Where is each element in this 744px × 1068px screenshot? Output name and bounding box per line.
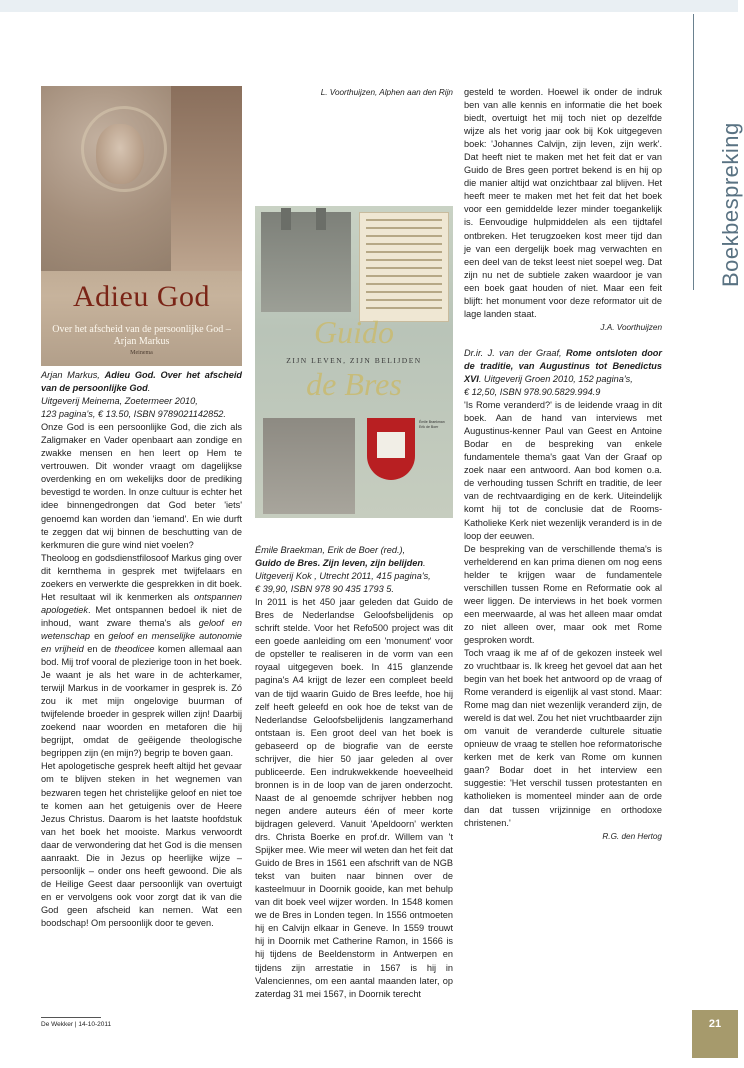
cover-publisher: Meinema: [130, 350, 153, 356]
cathedral-image: [261, 212, 351, 312]
isbn-line: 123 pagina's, € 13.50, ISBN 9789021142852.: [41, 409, 226, 420]
section-rule: [693, 14, 694, 290]
footer-rule: [41, 1017, 101, 1018]
punct: .: [147, 383, 151, 394]
review-adieu-god-continued: [255, 86, 453, 99]
paragraph: Toch vraag ik me af of de gekozen insteek wel zo vruchtbaar is. Ik kreeg het gevoel dat aan het begin van het boek het antwoord op de vraag of Rome veranderd is eigenlijk al vast stond. Maar: Rome mag dan niet wezenlijk veranderd zijn, de wereld is dat wel. Zou het niet vruchtbaarder zijn om vanuit de veranderde culturele situatie opnieuw de vraag te stellen hoe reformatorische kerken met de kerk van Rome om kunnen gaan? Bodar doet in het interview een suggestie: 'Het verschil tussen protestanten en katholieken is momenteel minder aan de orde dan dat tussen vrijzinnige en orthodoxe christenen.': [464, 647, 662, 828]
cover-title-1: Guido: [314, 314, 394, 350]
review-signature: J.A. Voorthuijzen: [600, 322, 662, 332]
cover-subtitle: Over het afscheid van de persoonlijke God – Arjan Markus: [52, 324, 231, 347]
isbn-line: € 12,50, ISBN 978.90.5829.994.9: [464, 387, 601, 398]
book-title: Adieu God. Over het afscheid van de persoonlijke God: [41, 370, 243, 394]
top-band: [0, 0, 738, 12]
punct: .: [422, 558, 426, 569]
review-guido-de-bres: [255, 544, 453, 1001]
coat-of-arms: [367, 418, 415, 480]
book-author: Dr.ir. J. van der Graaf,: [464, 347, 566, 358]
book-author: Arjan Markus,: [41, 370, 105, 380]
fresco-face: [96, 124, 144, 184]
publisher-line: Uitgeverij Groen 2010, 152 pagina's,: [481, 373, 633, 384]
cover-authors: Émile Braekman Erik de Boer: [419, 420, 445, 429]
review-adieu-god: [41, 369, 242, 930]
adieu-god-cover: [41, 86, 242, 366]
emph: theodicee: [114, 643, 155, 654]
isbn-line: € 39,90, ISBN 978 90 435 1793 5.: [255, 584, 394, 595]
text: komen allemaal aan bod. Mij trof vooral de plezierige toon in het boek. Je waant je als het ware in de achterkamer, terwijl Markus in de voorkamer in gesprek is. Zó zou ik met mijn ongelovige buurman of twijfelende broeder in gesprek willen zijn! Daarbij zoekend naar woorden en metaforen die hij begrijpt, omdat de geëigende theologische begrippen zijn (en mijn?) begrip te boven gaan.: [41, 643, 242, 759]
emph: ontspannen apologetiek: [41, 591, 242, 615]
page-number-box: [692, 1010, 738, 1058]
emph: geloof en menselijke autonomie en vrijheid: [41, 630, 243, 654]
manuscript-image: [359, 212, 449, 322]
guido-de-bres-cover: [255, 206, 453, 518]
footer-text: De Wekker | 14-10-2011: [41, 1021, 112, 1028]
book-meta: [464, 347, 662, 399]
fresco-side: [171, 86, 242, 271]
publisher-line: Uitgeverij Kok , Utrecht 2011, 415 pagina's,: [255, 571, 431, 582]
punct: .: [478, 373, 482, 384]
page-number: 21: [708, 1018, 722, 1030]
paragraph-continued: gesteld te worden. Hoewel ik onder de indruk ben van alle kennis en informatie die het boek biedt, overtuigt het mij toch niet op dezelfde wijze als het vorig jaar ook bij Kok uitgegeven boek: 'Johannes Calvijn, zijn leven, zijn werk'. Dat heeft niet te maken met het feit dat er van Guido de Bres geen portret bekend is en hij op die manier altijd wat onzichtbaar zal blijven. Het heeft meer te maken met het feit dat het boek voor een gemiddelde lezer minder toegankelijk is. Eenvoudige hulpmiddelen als een tijdtafel ontbreken. Het terugzoeken kost meer tijd dan je van een dergelijk boek mag verwachten en een deel van de tekst leest niet soepel weg. Dat zijn nu net de subtiele zaken waardoor je van een boek gaat houden of niet. Maar een feit blijft: het monument voor deze reformator uit de lage landen staat.: [464, 87, 662, 319]
paragraph: De bespreking van de verschillende thema's is verhelderend en kan prima dienen om nog eens helder te krijgen waar de fundamentele verschillen tussen Rome en Reformatie ook al weer liggen. De interviews in het boek vormen een meerwaarde, al was het alleen maar omdat zo niet alleen over, maar ook met Rome gesproken wordt.: [464, 543, 662, 645]
paragraph: 'Is Rome veranderd?' is de leidende vraag in dit boek. Aan de hand van interviews met Augustinus-kenner Paul van Geest en Antoine Bodar en de bespreking van enkele fundamentele thema's gaat Van der Graaf op zoek naar een antwoord. Aan bod komen o.a. de verhouding tussen Schrift en traditie, de leer van de rechtvaardiging en de kerk. Uiteindelijk komt hij tot de conclusie dat de Rooms-Katholieke Kerk niet wezenlijk veranderd is in de loop der eeuwen.: [464, 400, 662, 541]
review-signature: R.G. den Hertog: [602, 831, 662, 841]
review-signature: L. Voorthuijzen, Alphen aan den Rijn: [320, 88, 453, 97]
book-meta: [255, 544, 453, 596]
paragraph: Het apologetische gesprek heeft altijd het gevaar om te blijven steken in het wegnemen van bezwaren tegen het christelijke geloof en niet toe te komen aan het getuigenis over de Heere Jezus Christus. Daarom is het laatste hoofdstuk van het boek het mooiste. Markus verwoordt daar de verwondering dat het God is die mensen aanraakt. Die in Jezus op heerlijke wijze – persoonlijk – onder ons heeft gewoond. Die als de Heilige Geest daar persoonlijk van overtuigt en er vervolgens ook voor zorgt dat ik van die God geen afscheid kan nemen. Wat een boodschap! Om persoonlijk door te geven.: [41, 761, 242, 928]
cover-subtitle: ZIJN LEVEN, ZIJN BELIJDEN: [286, 356, 422, 365]
paragraph: [41, 552, 242, 761]
text: Theoloog en godsdienstfilosoof Markus ging over dit kernthema in gesprek met twijfelaars en zoekers en verwerkte die gesprekken in dit boek. Het resultaat wil ik kenmerken als: [41, 552, 242, 602]
review-column-3: [464, 86, 662, 843]
book-title: Rome ontsloten door de traditie, van Augustinus tot Benedictus XVI: [464, 347, 662, 384]
book-author: Émile Braekman, Erik de Boer (red.),: [255, 545, 406, 555]
book-meta: [41, 369, 242, 421]
text: en: [90, 630, 109, 641]
spacer: [464, 334, 662, 347]
fortress-image: [263, 418, 355, 514]
cover-title-2: de Bres: [306, 366, 402, 402]
text: en de: [83, 643, 115, 654]
paragraph: Onze God is een persoonlijke God, die zich als Zaligmaker en Vader openbaart aan zondige en zwakke mensen en hen leert op Hem te vertrouwen. Dit wonder vraagt om dagelijkse overdenking en om wekelijks door de prediking bevestigd te worden. In onze cultuur is echter het idee binnengedrongen dat God beter 'iets' genoemd kan worden dan 'iemand'. En wie durft te zeggen dat wij binnen de beschutting van de kerkmuren die gure wind niet voelen?: [41, 422, 242, 550]
cover-title: Adieu God: [73, 280, 210, 313]
emph: geloof en wetenschap: [41, 617, 242, 641]
paragraph: In 2011 is het 450 jaar geleden dat Guido de Bres de Nederlandse Geloofsbelijdenis op schrift stelde. Voor het Refo500 project was dit een goede aanleiding om een 'monument' voor de opsteller te realiseren in de vorm van een royaal uitgegeven boek. In 415 glanzende pagina's A4 krijgt de lezer een compleet beeld van de tijd waarin Guido de Bres leefde, hoe hij zelf heeft geleefd en ook hoe de tekst van de Nederlandse Geloofsbelijdenis langzamerhand ontstaan is. Een groot deel van het boek is gebaseerd op de biografie van de eerste schrijver, die hier 50 jaar geleden al over publiceerde. Een indrukwekkende hoeveelheid bronnen is in de loop van de jaren onderzocht. Naast de al genoemde schrijver hebben nog negen andere auteurs één of meer korte bijdragen geleverd. Vanuit 'Apeldoorn' werkten drs. Christa Boerke en prof.dr. Willem van 't Spijker mee. Wie meer wil weten dan het feit dat Guido de Bres in 1561 een afschrift van de NGB tekst van buiten naar binnen over de kasteelmuur in Doornik gooide, kan met behulp van dit boek veel wijzer worden. In 1548 komen we de Bres in Londen tegen. In 1556 ontmoeten hij en Calvijn elkaar in Geneve. In 1559 trouwt hij in Doornik met Catherine Ramon, in 1566 is hij tijdens de Beeldenstorm in Antwerpen en tijdens zijn arrestatie in 1567 is hij in Valenciennes, om een aantal maanden later, op zaterdag 31 mei 1567, in Doornik terecht: [255, 597, 453, 999]
book-title: Guido de Bres. Zijn leven, zijn belijden: [255, 558, 423, 569]
section-label: Boekbespreking: [718, 122, 743, 287]
publisher-line: Uitgeverij Meinema, Zoetermeer 2010,: [41, 396, 198, 407]
text: . Met ontspannen bedoel ik niet de inhoud, want zware thema's als: [41, 604, 242, 628]
